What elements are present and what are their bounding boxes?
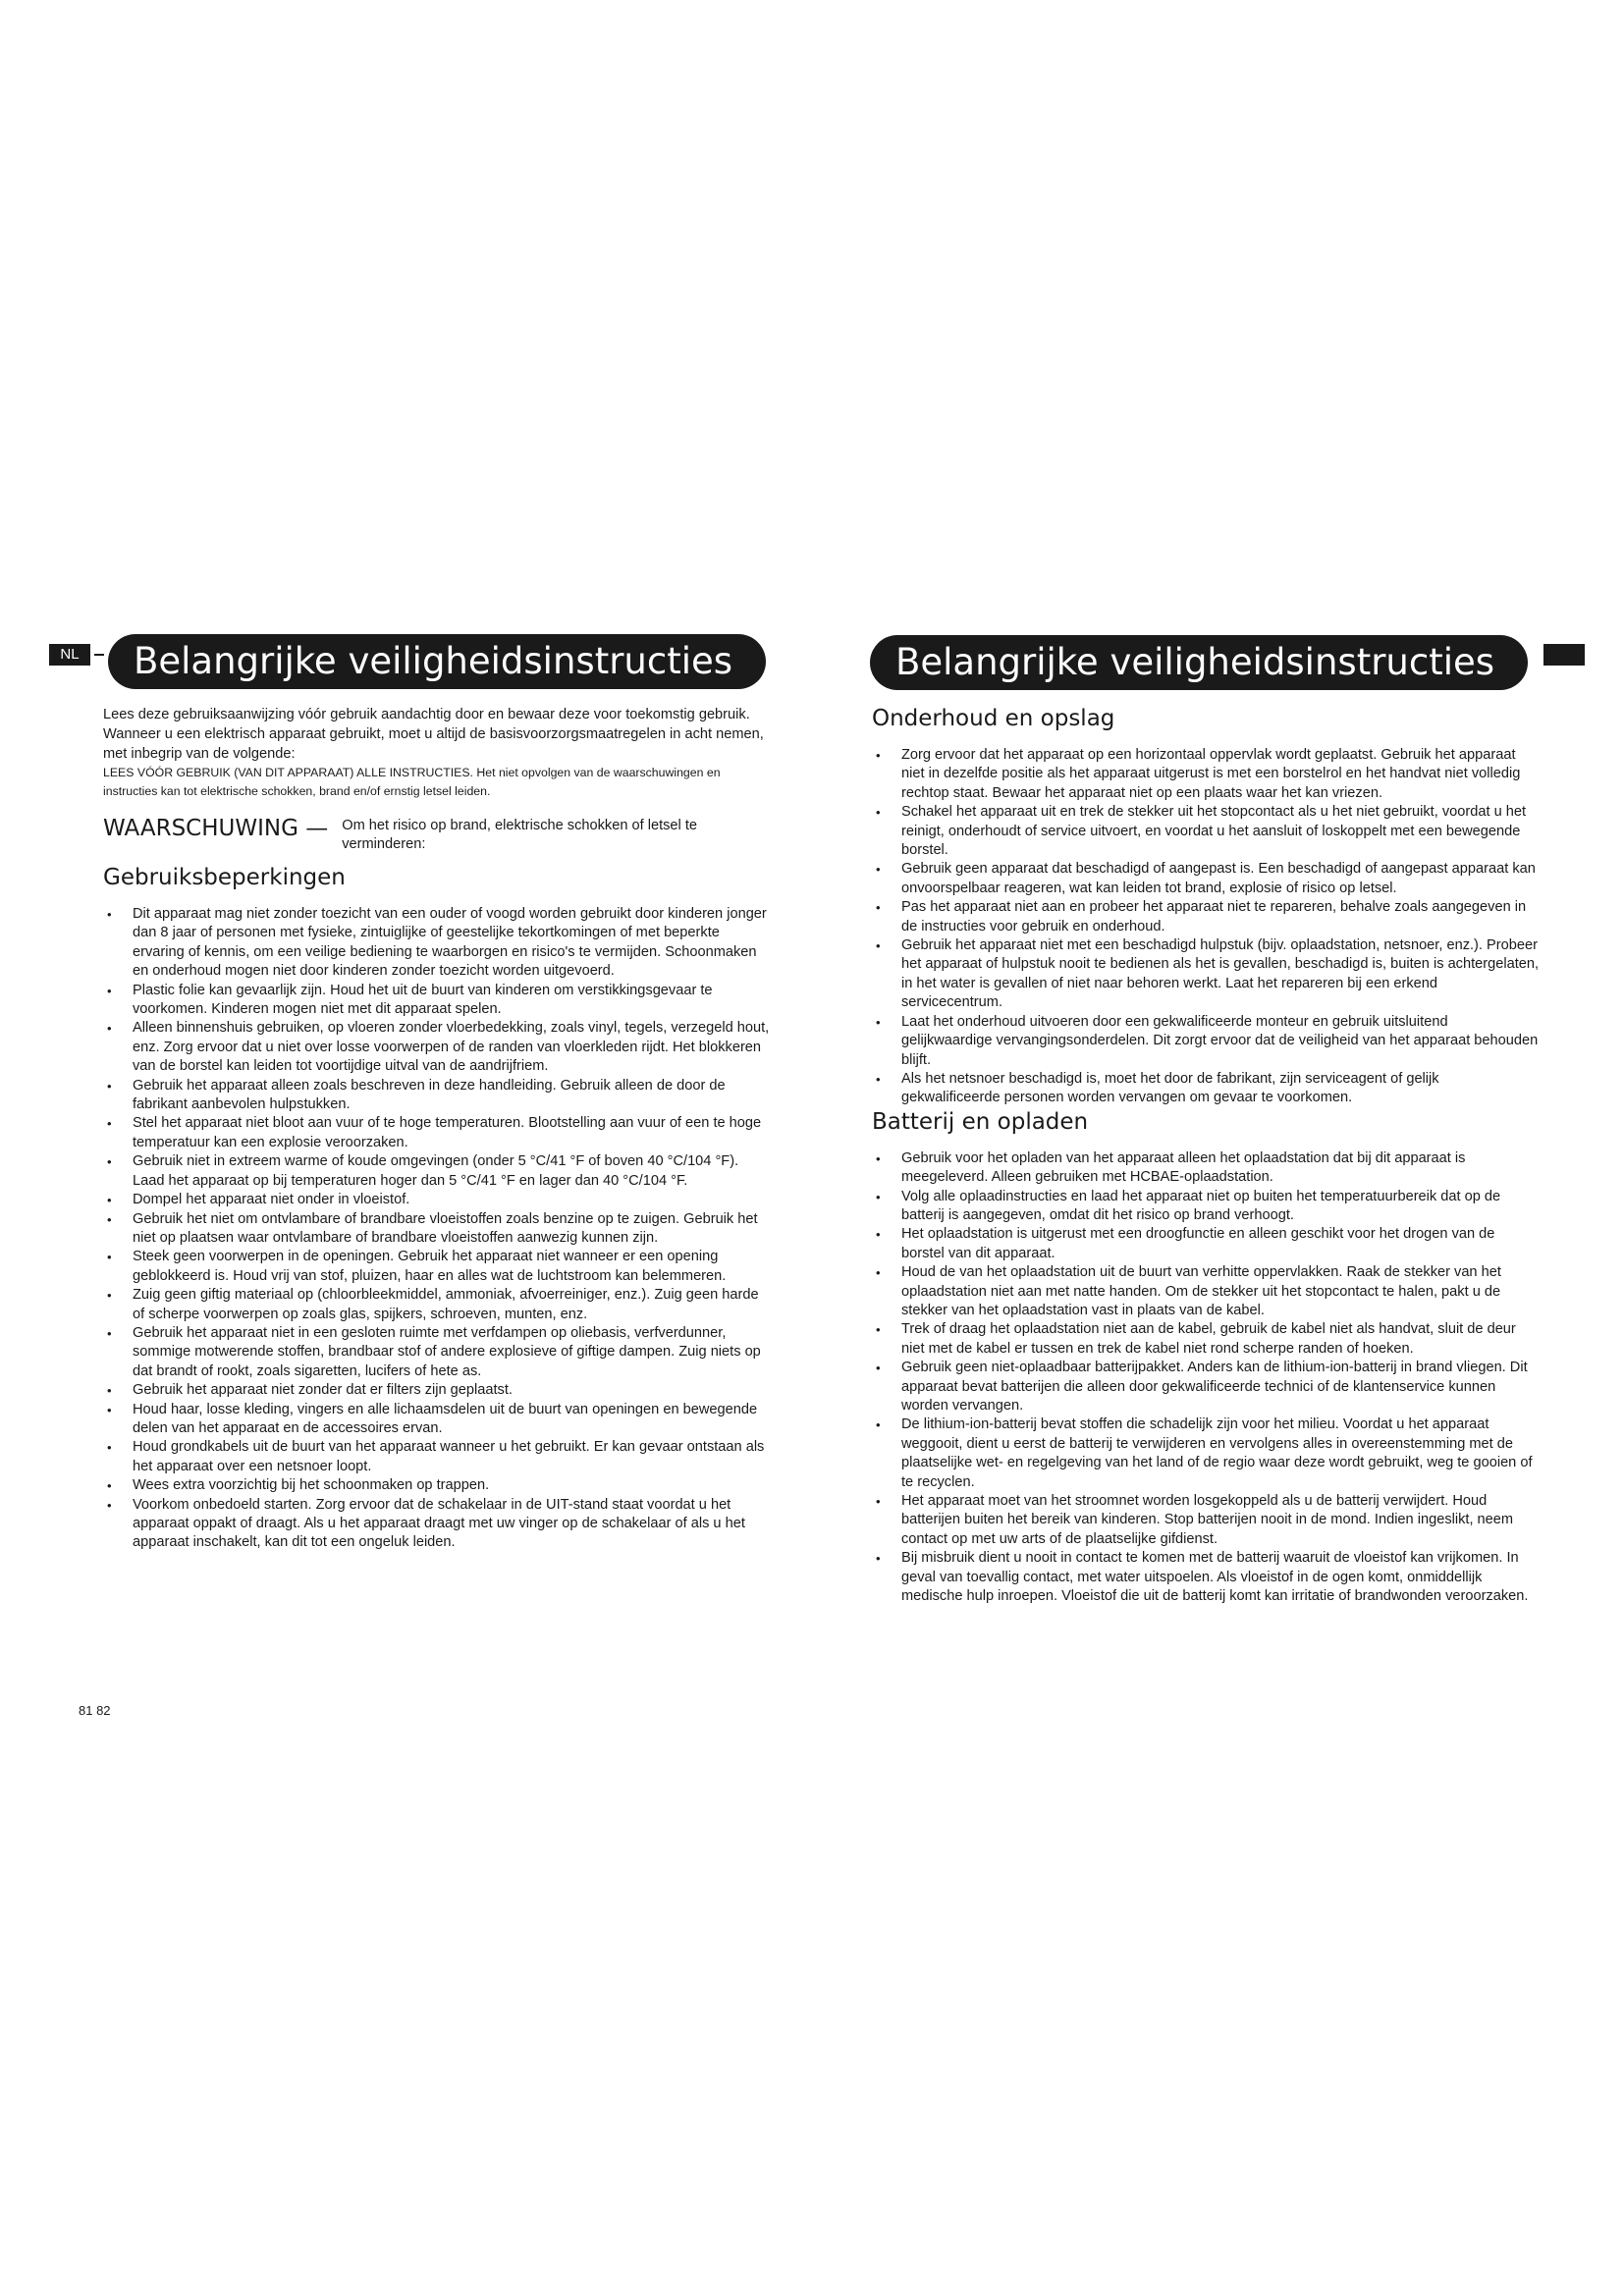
list-item: • Het apparaat moet van het stroomnet worden losgekoppeld als u de batterij verwijdert. Houd batterijen buiten het bereik van kinderen. Stop batterijen nooit in de mond. Indien ingeslikt, neem contact op met uw arts of de plaatselijke gifdienst. [872, 1492, 1540, 1549]
list-item: • Gebruik het apparaat niet met een beschadigd hulpstuk (bijv. oplaadstation, netsnoer, enz.). Probeer het apparaat of hulpstuk nooit te bedienen als het is gevallen, beschadigd is, buiten is achtergelaten, in het water is gevallen of niet naar behoren werkt. Laat het repareren bij een erkend servicecentrum. [872, 936, 1540, 1013]
warning-title: WAARSCHUWING — [103, 816, 329, 841]
list-item: • Gebruik het apparaat alleen zoals beschreven in deze handleiding. Gebruik alleen de door de fabrikant aanbevolen hulpstukken. [103, 1077, 771, 1115]
instructions-note: LEES VÓÓR GEBRUIK (VAN DIT APPARAAT) ALLE INSTRUCTIES. Het niet opvolgen van de waarschuwingen en instructies kan tot elektrische schokken, brand en/of ernstig letsel leiden. [103, 766, 721, 798]
section-heading-maintenance: Onderhoud en opslag [872, 706, 1115, 731]
maintenance-list [872, 746, 1540, 1108]
battery-list [872, 1149, 1540, 1607]
list-item: • Plastic folie kan gevaarlijk zijn. Houd het uit de buurt van kinderen om verstikkingsgevaar te voorkomen. Kinderen mogen niet met dit apparaat spelen. [103, 982, 771, 1020]
list-item: • Schakel het apparaat uit en trek de stekker uit het stopcontact als u het niet gebruikt, voordat u het reinigt, onderhoudt of service uitvoert, en voordat u het aansluit of loskoppelt met een bewegende borstel. [872, 803, 1540, 860]
list-item: • Zuig geen giftig materiaal op (chloorbleekmiddel, ammoniak, afvoerreiniger, enz.). Zuig geen harde of scherpe voorwerpen op zoals glas, spijkers, schroeven, munten, enz. [103, 1286, 771, 1324]
list-item: • Gebruik geen apparaat dat beschadigd of aangepast is. Een beschadigd of aangepast apparaat kan onvoorspelbaar reageren, wat kan leiden tot brand, explosie of risico op letsel. [872, 860, 1540, 898]
list-item: • Stel het apparaat niet bloot aan vuur of te hoge temperaturen. Blootstelling aan vuur of een te hoge temperatuur kan een explosie veroorzaken. [103, 1114, 771, 1152]
usage-restrictions-list [103, 905, 771, 1553]
left-page-content [103, 705, 771, 1553]
list-item: • De lithium-ion-batterij bevat stoffen die schadelijk zijn voor het milieu. Voordat u het apparaat weggooit, dient u eerst de batterij te verwijderen en vervolgens alles in overeenstemming met de plaatselijke wet- en regelgeving van het land of de regio waar deze wordt gebruikt, weg te gooien of te recyclen. [872, 1415, 1540, 1492]
intro-text: Lees deze gebruiksaanwijzing vóór gebruik aandachtig door en bewaar deze voor toekomstig gebruik. [103, 707, 750, 722]
list-item: • Pas het apparaat niet aan en probeer het apparaat niet te repareren, behalve zoals aangegeven in de instructies voor gebruik en onderhoud. [872, 898, 1540, 936]
list-item: • Steek geen voorwerpen in de openingen. Gebruik het apparaat niet wanneer er een opening geblokkeerd is. Houd vrij van stof, pluizen, haar en alles wat de luchtstroom kan belemmeren. [103, 1248, 771, 1286]
list-item: • Trek of draag het oplaadstation niet aan de kabel, gebruik de kabel niet als handvat, sluit de deur niet met de kabel er tussen en trek de kabel niet rond scherpe randen of hoeken. [872, 1320, 1540, 1359]
list-item: • Volg alle oplaadinstructies en laad het apparaat niet op buiten het temperatuurbereik dat op de batterij is aangegeven, omdat dit het risico op brand verhoogt. [872, 1188, 1540, 1226]
list-item: • Houd grondkabels uit de buurt van het apparaat wanneer u het gebruikt. Er kan gevaar ontstaan als het apparaat over een netsnoer loopt. [103, 1438, 771, 1476]
right-page-content [872, 705, 1540, 1606]
list-item: • Gebruik het apparaat niet in een gesloten ruimte met verfdampen op oliebasis, verfverdunner, sommige motwerende stoffen, brandbaar stof of andere explosieve of giftige dampen. Zuig niets op dat brandt of rookt, zoals sigaretten, lucifers of hete as. [103, 1324, 771, 1381]
list-item: • Gebruik voor het opladen van het apparaat alleen het oplaadstation dat bij dit apparaat is meegeleverd. Alleen gebruiken met HCBAE-oplaadstation. [872, 1149, 1540, 1188]
section-heading-battery: Batterij en opladen [872, 1108, 1089, 1135]
page-tab-right [1543, 644, 1585, 666]
warning-row [103, 817, 771, 854]
language-tab-dash [94, 654, 104, 656]
list-item: • Dompel het apparaat niet onder in vloeistof. [103, 1191, 771, 1209]
section-heading-usage-restrictions: Gebruiksbeperkingen [103, 865, 346, 890]
list-item: • Gebruik het niet om ontvlambare of brandbare vloeistoffen zoals benzine op te zuigen. Gebruik het niet op plaatsen waar ontvlambare of brandbare vloeistoffen aanwezig kunnen zijn. [103, 1210, 771, 1249]
list-item: • Het oplaadstation is uitgerust met een droogfunctie en alleen geschikt voor het drogen van de borstel van dit apparaat. [872, 1225, 1540, 1263]
banner-title-right: Belangrijke veiligheidsinstructies [870, 635, 1528, 690]
banner-title-left: Belangrijke veiligheidsinstructies [108, 634, 766, 689]
language-tab: NL [49, 644, 90, 666]
warning-text: Om het risico op brand, elektrische schokken of letsel te verminderen: [342, 818, 698, 852]
list-item: • Voorkom onbedoeld starten. Zorg ervoor dat de schakelaar in de UIT-stand staat voordat u het apparaat oppakt of draagt. Als u het apparaat draagt met uw vinger op de schakelaar of als u het apparaat inschakelt, kan dit tot een ongeluk leiden. [103, 1496, 771, 1553]
list-item: • Houd de van het oplaadstation uit de buurt van verhitte oppervlakken. Raak de stekker van het oplaadstation niet aan met natte handen. Om de stekker uit het stopcontact te halen, pakt u de stekker van het oplaadstation vast in plaats van de kabel. [872, 1263, 1540, 1320]
list-item: • Zorg ervoor dat het apparaat op een horizontaal oppervlak wordt geplaatst. Gebruik het apparaat niet in dezelfde positie als het apparaat uitgerust is met een borstelrol en het handvat niet volledig rechtop staat. Bewaar het apparaat niet op een plaats waar het kan vriezen. [872, 746, 1540, 803]
intro-text-2: Wanneer u een elektrisch apparaat gebruikt, moet u altijd de basisvoorzorgsmaatregelen in acht nemen, met inbegrip van de volgende: [103, 726, 764, 762]
list-item: • Laat het onderhoud uitvoeren door een gekwalificeerde monteur en gebruik uitsluitend gelijkwaardige vervangingsonderdelen. Dit zorgt ervoor dat de veiligheid van het apparaat behouden blijft. [872, 1013, 1540, 1070]
page-numbers: 81 82 [79, 1703, 111, 1718]
list-item: • Bij misbruik dient u nooit in contact te komen met de batterij waaruit de vloeistof kan vrijkomen. In geval van toevallig contact, met water uitspoelen. Als vloeistof in de ogen komt, onmiddellijk medische hulp inroepen. Vloeistof die uit de batterij komt kan irritatie of brandwonden veroorzaken. [872, 1549, 1540, 1606]
list-item: • Alleen binnenshuis gebruiken, op vloeren zonder vloerbedekking, zoals vinyl, tegels, verzegeld hout, enz. Zorg ervoor dat u niet over losse voorwerpen of de randen van vloerkleden rijdt. Het blokkeren van de borstel kan leiden tot voortijdige uitval van de aandrijfriem. [103, 1019, 771, 1076]
list-item: • Als het netsnoer beschadigd is, moet het door de fabrikant, zijn serviceagent of gelijk gekwalificeerde personen worden vervangen om gevaar te voorkomen. [872, 1070, 1540, 1108]
list-item: • Houd haar, losse kleding, vingers en alle lichaamsdelen uit de buurt van openingen en bewegende delen van het apparaat en de accessoires ervan. [103, 1401, 771, 1439]
list-item: • Wees extra voorzichtig bij het schoonmaken op trappen. [103, 1476, 771, 1495]
list-item: • Gebruik het apparaat niet zonder dat er filters zijn geplaatst. [103, 1381, 771, 1400]
list-item: • Gebruik geen niet-oplaadbaar batterijpakket. Anders kan de lithium-ion-batterij in brand vliegen. Dit apparaat bevat batterijen die alleen door gekwalificeerde technici of de klantenservice kunnen worden vervangen. [872, 1359, 1540, 1415]
list-item: • Dit apparaat mag niet zonder toezicht van een ouder of voogd worden gebruikt door kinderen jonger dan 8 jaar of personen met fysieke, zintuiglijke of geestelijke tekortkomingen of met beperkte ervaring of kennis, om een veilige bediening te waarborgen en risico's te vermijden. Schoonmaken en onderhoud mogen niet door kinderen zonder toezicht worden uitgevoerd. [103, 905, 771, 982]
list-item: • Gebruik niet in extreem warme of koude omgevingen (onder 5 °C/41 °F of boven 40 °C/104 °F). Laad het apparaat op bij temperaturen hoger dan 5 °C/41 °F en lager dan 40 °C/104 °F. [103, 1152, 771, 1191]
